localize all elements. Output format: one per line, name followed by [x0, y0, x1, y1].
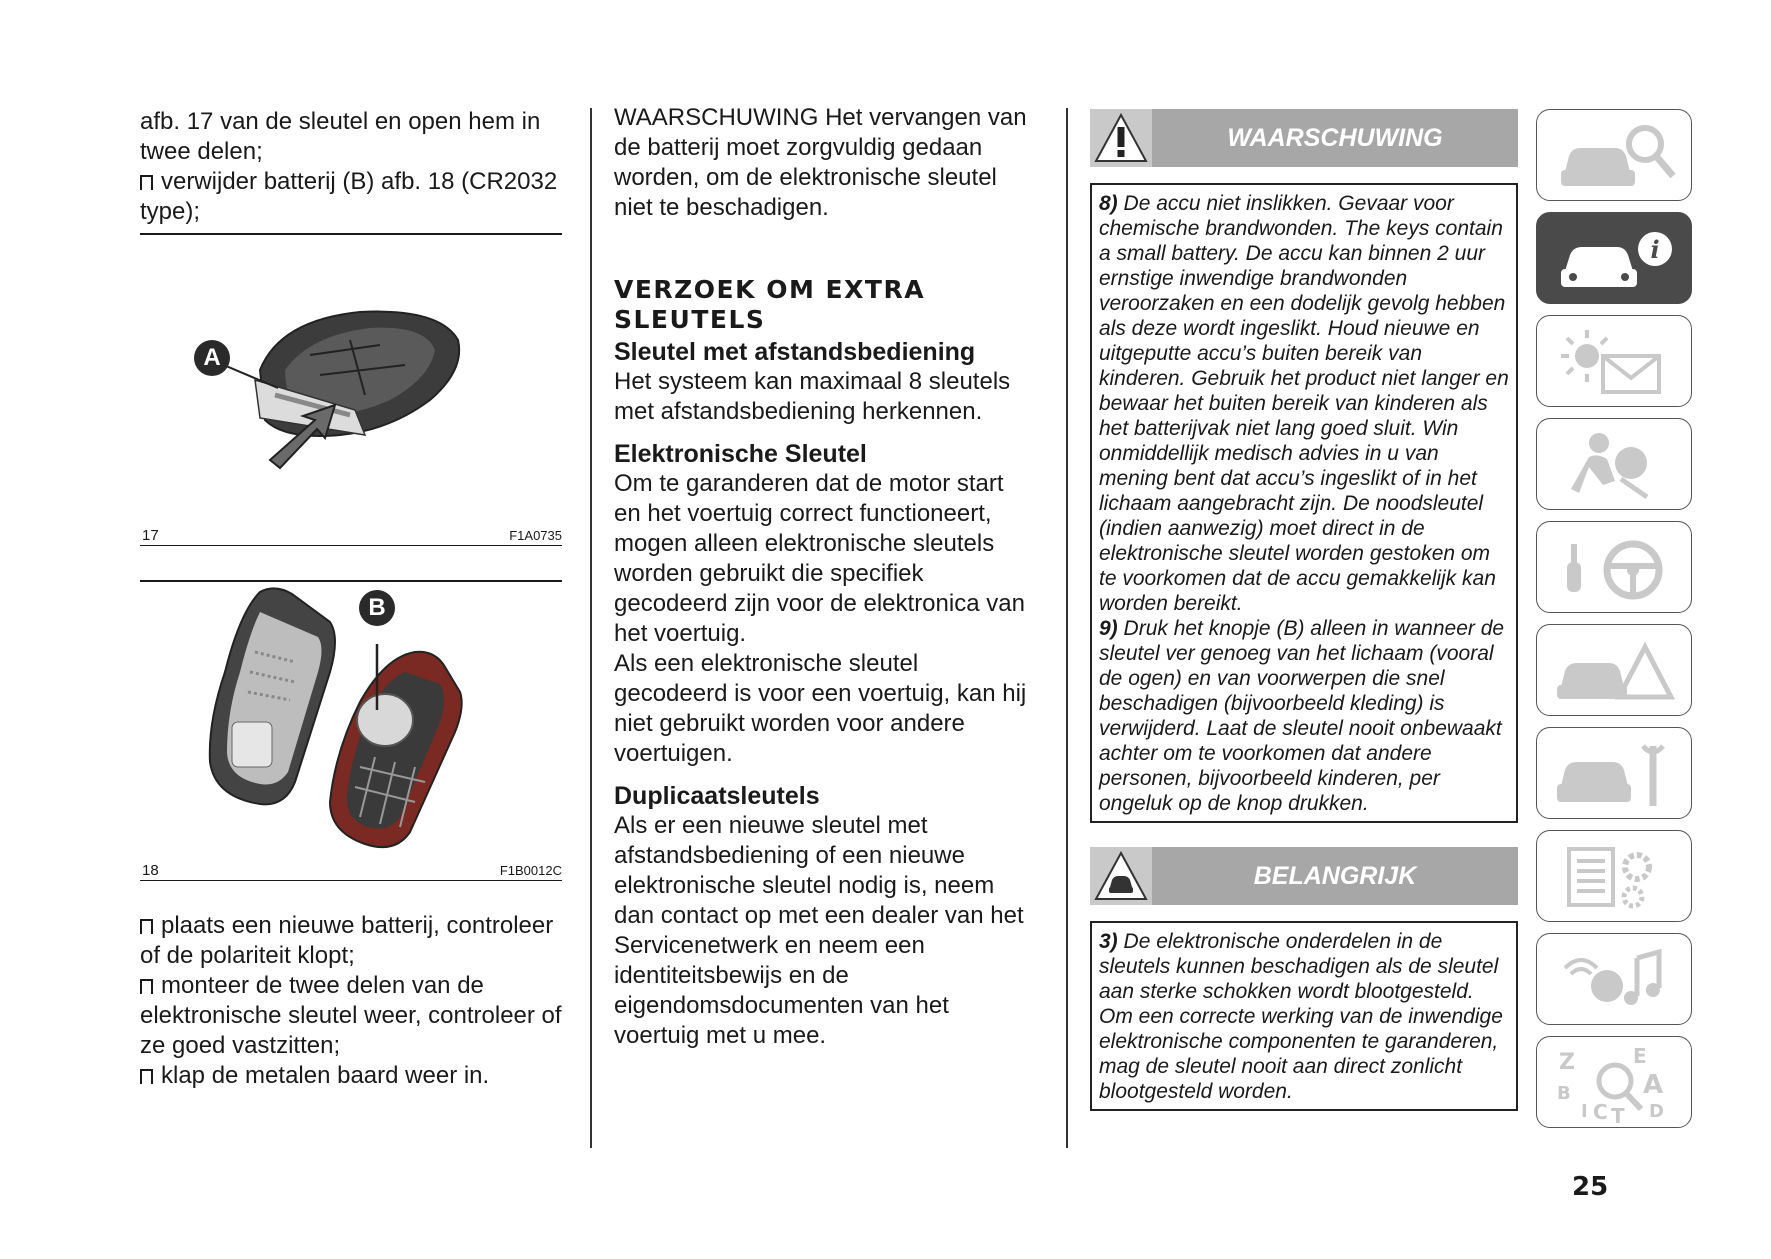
important-banner — [1090, 847, 1518, 905]
warning-box — [1090, 183, 1518, 823]
warning-item-8: 8) De accu niet inslikken. Gevaar voor chemische brandwonden. The keys contain a small battery. De accu kan binnen 2 uur ernstige inwendige brandwonden veroorzaken en een dodelijk gevolg hebben als deze wordt ingeslikt. Houd nieuwe en uitgeputte accu’s buiten bereik van kinderen. Gebruik het product niet langer en bewaar het buiten bereik van kinderen als het batterijvak niet lang goed sluit. Win onmiddellijk medisch advies in u van mening bent dat accu’s ingeslikt of in het lichaam aangebracht zijn. De noodsleutel (indien aanwezig) moet direct in de elektronische sleutel worden gestoken om te voorkomen dat de accu gemakkelijk kan worden bereikt. — [1099, 192, 1509, 615]
figure-18-label-b: B — [359, 590, 395, 626]
music-nav-icon — [1537, 934, 1693, 1026]
important-icon-bg — [1090, 847, 1152, 905]
sidebar-tab-maintenance[interactable] — [1536, 727, 1692, 819]
col1-top-text — [140, 107, 560, 227]
warning-banner — [1090, 109, 1518, 167]
figure-18-number: 18 — [142, 862, 159, 879]
column-divider — [1066, 108, 1068, 1148]
sidebar-tab-vehicle-overview[interactable] — [1536, 109, 1692, 201]
figure-17-caption-rule — [140, 545, 562, 546]
figure-17-code: F1A0735 — [509, 528, 562, 543]
index-letter: D — [1649, 1101, 1664, 1122]
subheading-remote-key: Sleutel met afstandsbediening — [614, 338, 976, 366]
bullet-item: klap de metalen baard weer in. — [140, 1061, 570, 1091]
figure-17-label-a: A — [194, 340, 230, 376]
figure-top-rule — [140, 233, 562, 235]
sidebar-tab-emergency[interactable] — [1536, 624, 1692, 716]
sidebar-tab-technical-data[interactable] — [1536, 830, 1692, 922]
sidebar-tab-getting-to-know[interactable] — [1536, 212, 1692, 304]
warning-icon-bg — [1090, 109, 1152, 167]
sidebar-tab-multimedia[interactable] — [1536, 933, 1692, 1025]
figure-18-caption-rule — [140, 880, 562, 881]
index-icon — [1537, 1037, 1693, 1129]
light-envelope-icon — [1537, 316, 1693, 408]
subheading-electronic-key: Elektronische Sleutel — [614, 440, 867, 468]
svg-text:i: i — [1650, 235, 1660, 264]
subheading-duplicate-keys: Duplicaatsleutels — [614, 782, 820, 810]
figure-18-code: F1B0012C — [499, 863, 562, 878]
index-letter: Z — [1559, 1050, 1575, 1075]
airbag-icon — [1537, 419, 1693, 511]
col2-text — [614, 103, 1034, 1051]
warning-paragraph: WAARSCHUWING Het vervangen van de batterij moet zorgvuldig gedaan worden, om de elektronische sleutel niet te beschadigen. — [614, 104, 1027, 221]
column-divider — [590, 108, 592, 1148]
index-letter: C — [1593, 1100, 1608, 1124]
checkbox-bullet-icon — [140, 175, 153, 190]
checkbox-bullet-icon — [140, 1069, 153, 1084]
figure-17-key-fob-image — [190, 300, 480, 480]
sidebar-tab-starting-driving[interactable] — [1536, 521, 1692, 613]
checkbox-bullet-icon — [140, 919, 153, 934]
car-caution-icon — [1090, 847, 1152, 905]
paragraph: Om te garanderen dat de motor start en het voertuig correct functioneert, mogen alleen elektronische sleutels worden gebruikt die specifiek gecodeerd zijn voor de elektronica van het voertuig. — [614, 470, 1025, 647]
important-item-3: 3) De elektronische onderdelen in de sleutels kunnen beschadigen als de sleutel aan sterke schokken wordt blootgesteld. Om een correcte werking van de inwendige elektronische componenten te garanderen, mag de sleutel nooit aan direct zonlicht blootgesteld worden. — [1099, 930, 1503, 1103]
sidebar-tab-safety[interactable] — [1536, 418, 1692, 510]
key-steering-icon — [1537, 522, 1693, 614]
figure-17-number: 17 — [142, 527, 159, 544]
figure-18-key-halves-image — [200, 582, 520, 854]
sidebar-tab-lights[interactable] — [1536, 315, 1692, 407]
index-letter: E — [1633, 1044, 1647, 1068]
paragraph: afb. 17 van de sleutel en open hem in twee delen; — [140, 108, 541, 165]
important-box — [1090, 921, 1518, 1111]
list-gear-icon — [1537, 831, 1693, 923]
car-wrench-icon — [1537, 728, 1693, 820]
car-info-icon — [1537, 213, 1693, 305]
page-number: 25 — [1572, 1172, 1609, 1202]
important-title: BELANGRIJK — [1253, 862, 1417, 890]
sidebar-tab-index[interactable] — [1536, 1036, 1692, 1128]
index-letter: B — [1557, 1083, 1571, 1104]
col1-bottom-text — [140, 911, 570, 1091]
paragraph: Het systeem kan maximaal 8 sleutels met afstandsbediening herkennen. — [614, 368, 1011, 425]
index-letter: I — [1581, 1101, 1588, 1122]
bullet-item: monteer de twee delen van de elektronische sleutel weer, controleer of ze goed vastzitten; — [140, 972, 562, 1059]
paragraph: Als een elektronische sleutel gecodeerd is voor een voertuig, kan hij niet gebruikt worden voor andere voertuigen. — [614, 650, 1027, 767]
checkbox-bullet-icon — [140, 979, 153, 994]
car-warning-icon — [1537, 625, 1693, 717]
bullet-item: plaats een nieuwe batterij, controleer of de polariteit klopt; — [140, 912, 554, 969]
paragraph: Als er een nieuwe sleutel met afstandsbediening of een nieuwe elektronische sleutel nodig is, neem dan contact op met een dealer van het Servicenetwerk en neem een identiteitsbewijs en de eigendomsdocumenten van het voertuig met u mee. — [614, 812, 1024, 1049]
warning-triangle-icon — [1090, 109, 1152, 167]
car-search-icon — [1537, 110, 1693, 202]
index-letter: T — [1611, 1104, 1625, 1128]
warning-title: WAARSCHUWING — [1227, 124, 1443, 152]
bullet-item: verwijder batterij (B) afb. 18 (CR2032 type); — [140, 168, 558, 225]
section-heading: VERZOEK OM EXTRA SLEUTELS — [614, 275, 926, 334]
index-letter: A — [1643, 1070, 1664, 1100]
warning-item-9: 9) Druk het knopje (B) alleen in wanneer de sleutel ver genoeg van het lichaam (vooral de ogen) en van voorwerpen die snel beschadigen (bijvoorbeeld kleding) is verwijderd. Laat de sleutel nooit onbewaakt achter om te voorkomen dat andere personen, bijvoorbeeld kinderen, per ongeluk op de knop drukken. — [1099, 617, 1505, 815]
